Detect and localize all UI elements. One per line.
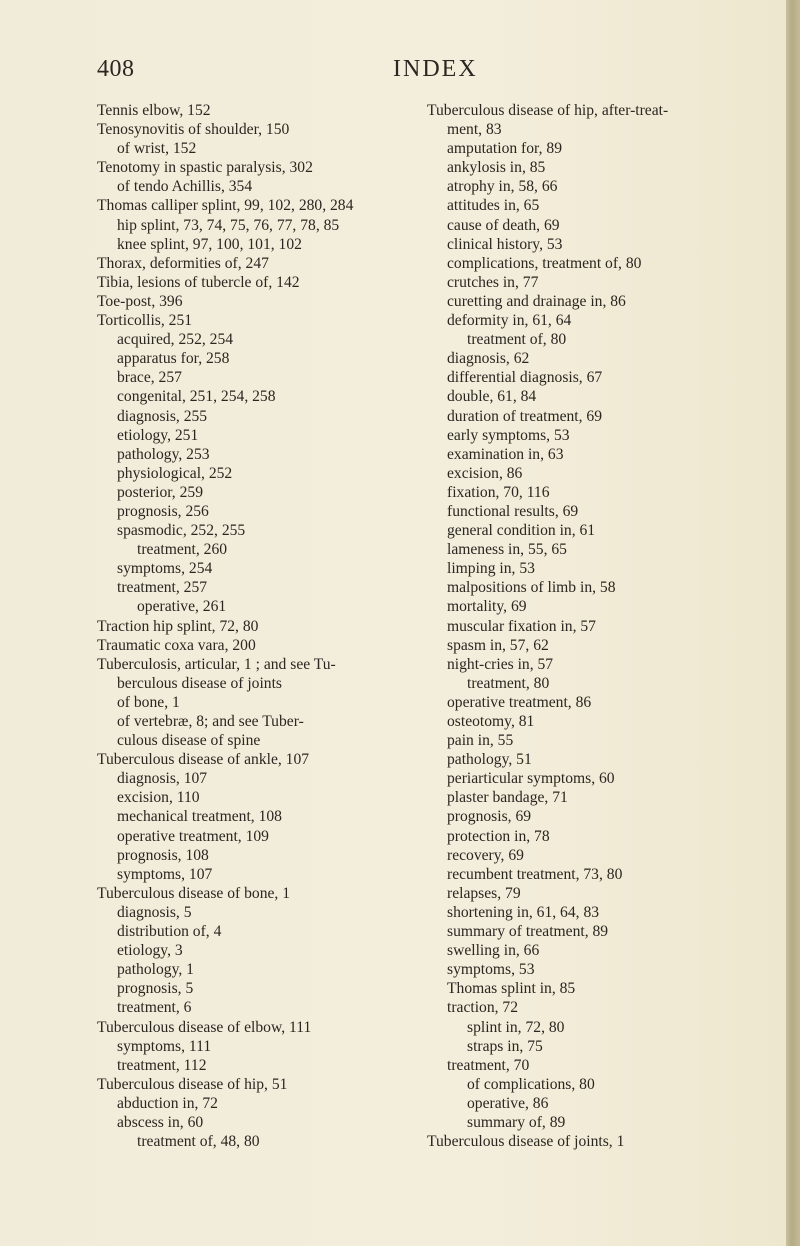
index-subentry: Thomas splint in, 85 [447, 980, 576, 998]
index-subentry: etiology, 3 [117, 942, 183, 960]
index-subentry: of tendo Achillis, 354 [117, 178, 253, 196]
index-subentry: operative treatment, 86 [447, 693, 592, 711]
index-subentry: of bone, 1 [117, 693, 180, 711]
index-subentry: general condition in, 61 [447, 522, 596, 540]
index-subentry: distribution of, 4 [117, 923, 222, 941]
index-subentry: symptoms, 111 [117, 1037, 212, 1055]
index-subentry: crutches in, 77 [447, 273, 539, 291]
index-subentry: pathology, 51 [447, 751, 532, 769]
index-subentry: early symptoms, 53 [447, 426, 570, 444]
index-subentry: pathology, 253 [117, 445, 210, 463]
index-subentry: acquired, 252, 254 [117, 331, 234, 349]
index-subentry: deformity in, 61, 64 [447, 312, 572, 330]
index-subentry: culous disease of spine [117, 732, 261, 750]
index-subentry: abscess in, 60 [117, 1113, 204, 1131]
index-entry: Traction hip splint, 72, 80 [97, 617, 259, 635]
index-subentry: limping in, 53 [447, 560, 535, 578]
index-subentry: osteotomy, 81 [447, 713, 535, 730]
index-subentry: hip splint, 73, 74, 75, 76, 77, 78, 85 [117, 216, 340, 234]
index-subentry: prognosis, 108 [117, 846, 209, 864]
index-subentry: atrophy in, 58, 66 [447, 178, 558, 196]
index-subentry: operative, 86 [467, 1094, 549, 1112]
index-subentry: treatment, 257 [117, 579, 208, 597]
index-subentry: symptoms, 254 [117, 560, 213, 578]
index-entry: Tuberculous disease of joints, 1 [427, 1133, 625, 1151]
index-entry: Tenotomy in spastic paralysis, 302 [97, 159, 313, 177]
index-subentry: plaster bandage, 71 [447, 789, 568, 807]
index-subentry: protection in, 78 [447, 827, 550, 845]
running-head: INDEX [393, 56, 478, 82]
index-subentry: muscular fixation in, 57 [447, 617, 596, 635]
index-entry: Tuberculous disease of ankle, 107 [97, 751, 310, 769]
index-subentry: amputation for, 89 [447, 140, 563, 158]
index-subentry: operative, 261 [137, 598, 227, 616]
index-column-left [97, 101, 415, 1151]
index-subentry: clinical history, 53 [447, 235, 563, 253]
index-subentry: prognosis, 256 [117, 502, 209, 520]
index-subentry: treatment, 70 [447, 1056, 530, 1074]
index-subentry: summary of treatment, 89 [447, 923, 609, 941]
index-subentry: treatment of, 80 [467, 331, 567, 349]
index-subentry: pain in, 55 [447, 732, 514, 750]
index-subentry: spasmodic, 252, 255 [117, 522, 246, 540]
index-subentry: of complications, 80 [467, 1075, 595, 1093]
index-subentry: etiology, 251 [117, 426, 199, 444]
index-subentry: periarticular symptoms, 60 [447, 770, 615, 788]
index-entry: Thomas calliper splint, 99, 102, 280, 284 [97, 197, 354, 215]
index-subentry: fixation, 70, 116 [447, 483, 550, 501]
index-subentry: relapses, 79 [447, 884, 521, 902]
index-entry: Torticollis, 251 [97, 312, 193, 330]
index-subentry: treatment, 80 [467, 674, 550, 692]
index-subentry: malpositions of limb in, 58 [447, 579, 616, 597]
index-subentry: of wrist, 152 [117, 140, 197, 158]
index-subentry: prognosis, 69 [447, 808, 532, 826]
index-subentry: congenital, 251, 254, 258 [117, 388, 276, 406]
index-subentry: straps in, 75 [467, 1037, 543, 1055]
index-subentry: physiological, 252 [117, 464, 233, 482]
index-subentry: diagnosis, 255 [117, 407, 208, 425]
index-entry: Tuberculous disease of hip, 51 [97, 1075, 288, 1093]
index-subentry: diagnosis, 62 [447, 350, 530, 368]
index-entry: Traumatic coxa vara, 200 [97, 636, 256, 654]
index-subentry: posterior, 259 [117, 483, 203, 501]
index-subentry: diagnosis, 107 [117, 770, 208, 788]
index-subentry: ment, 83 [447, 121, 502, 139]
index-subentry: diagnosis, 5 [117, 903, 192, 921]
index-entry: Tuberculous disease of bone, 1 [97, 884, 291, 902]
index-entry: Tuberculous disease of hip, after-treat- [427, 102, 669, 119]
index-subentry: splint in, 72, 80 [467, 1018, 565, 1036]
index-subentry: mortality, 69 [447, 598, 527, 616]
index-subentry: duration of treatment, 69 [447, 407, 603, 425]
index-subentry: mechanical treatment, 108 [117, 808, 282, 826]
index-subentry: berculous disease of joints [117, 674, 282, 692]
page-number: 408 [97, 56, 135, 82]
index-subentry: treatment, 260 [137, 541, 228, 559]
index-subentry: complications, treatment of, 80 [447, 254, 642, 272]
index-subentry: knee splint, 97, 100, 101, 102 [117, 235, 302, 253]
index-entry: Tuberculosis, articular, 1 ; and see Tu- [97, 655, 336, 673]
index-subentry: swelling in, 66 [447, 942, 540, 960]
index-subentry: functional results, 69 [447, 502, 579, 520]
index-subentry: excision, 110 [117, 789, 200, 807]
index-subentry: of vertebræ, 8; and see Tuber- [117, 713, 304, 730]
index-subentry: prognosis, 5 [117, 980, 194, 998]
index-subentry: symptoms, 53 [447, 961, 535, 979]
index-subentry: summary of, 89 [467, 1113, 566, 1131]
index-subentry: apparatus for, 258 [117, 350, 230, 368]
index-entry: Tibia, lesions of tubercle of, 142 [97, 273, 300, 291]
index-subentry: cause of death, 69 [447, 216, 560, 234]
index-subentry: operative treatment, 109 [117, 827, 269, 845]
index-subentry: symptoms, 107 [117, 865, 213, 883]
index-entry: Tenosynovitis of shoulder, 150 [97, 121, 290, 139]
page-header [0, 56, 786, 86]
index-subentry: pathology, 1 [117, 961, 194, 979]
index-column-right [427, 101, 757, 1151]
index-subentry: treatment, 6 [117, 999, 192, 1017]
index-subentry: spasm in, 57, 62 [447, 636, 549, 654]
index-entry: Tennis elbow, 152 [97, 102, 211, 119]
index-subentry: curetting and drainage in, 86 [447, 292, 626, 310]
index-subentry: excision, 86 [447, 464, 523, 482]
index-subentry: differential diagnosis, 67 [447, 369, 603, 387]
index-entry: Thorax, deformities of, 247 [97, 254, 269, 272]
index-subentry: night-cries in, 57 [447, 655, 554, 673]
index-subentry: ankylosis in, 85 [447, 159, 546, 177]
index-entry: Toe-post, 396 [97, 292, 183, 310]
index-subentry: abduction in, 72 [117, 1094, 218, 1112]
index-subentry: examination in, 63 [447, 445, 564, 463]
index-subentry: attitudes in, 65 [447, 197, 540, 215]
index-subentry: double, 61, 84 [447, 388, 537, 406]
index-subentry: lameness in, 55, 65 [447, 541, 567, 559]
index-subentry: brace, 257 [117, 369, 182, 387]
index-subentry: recovery, 69 [447, 846, 524, 864]
index-subentry: traction, 72 [447, 999, 519, 1017]
index-entry: Tuberculous disease of elbow, 111 [97, 1018, 312, 1036]
index-subentry: treatment, 112 [117, 1056, 207, 1074]
page-edge [786, 0, 800, 1246]
index-subentry: shortening in, 61, 64, 83 [447, 903, 600, 921]
index-subentry: recumbent treatment, 73, 80 [447, 865, 623, 883]
index-subentry: treatment of, 48, 80 [137, 1133, 260, 1151]
